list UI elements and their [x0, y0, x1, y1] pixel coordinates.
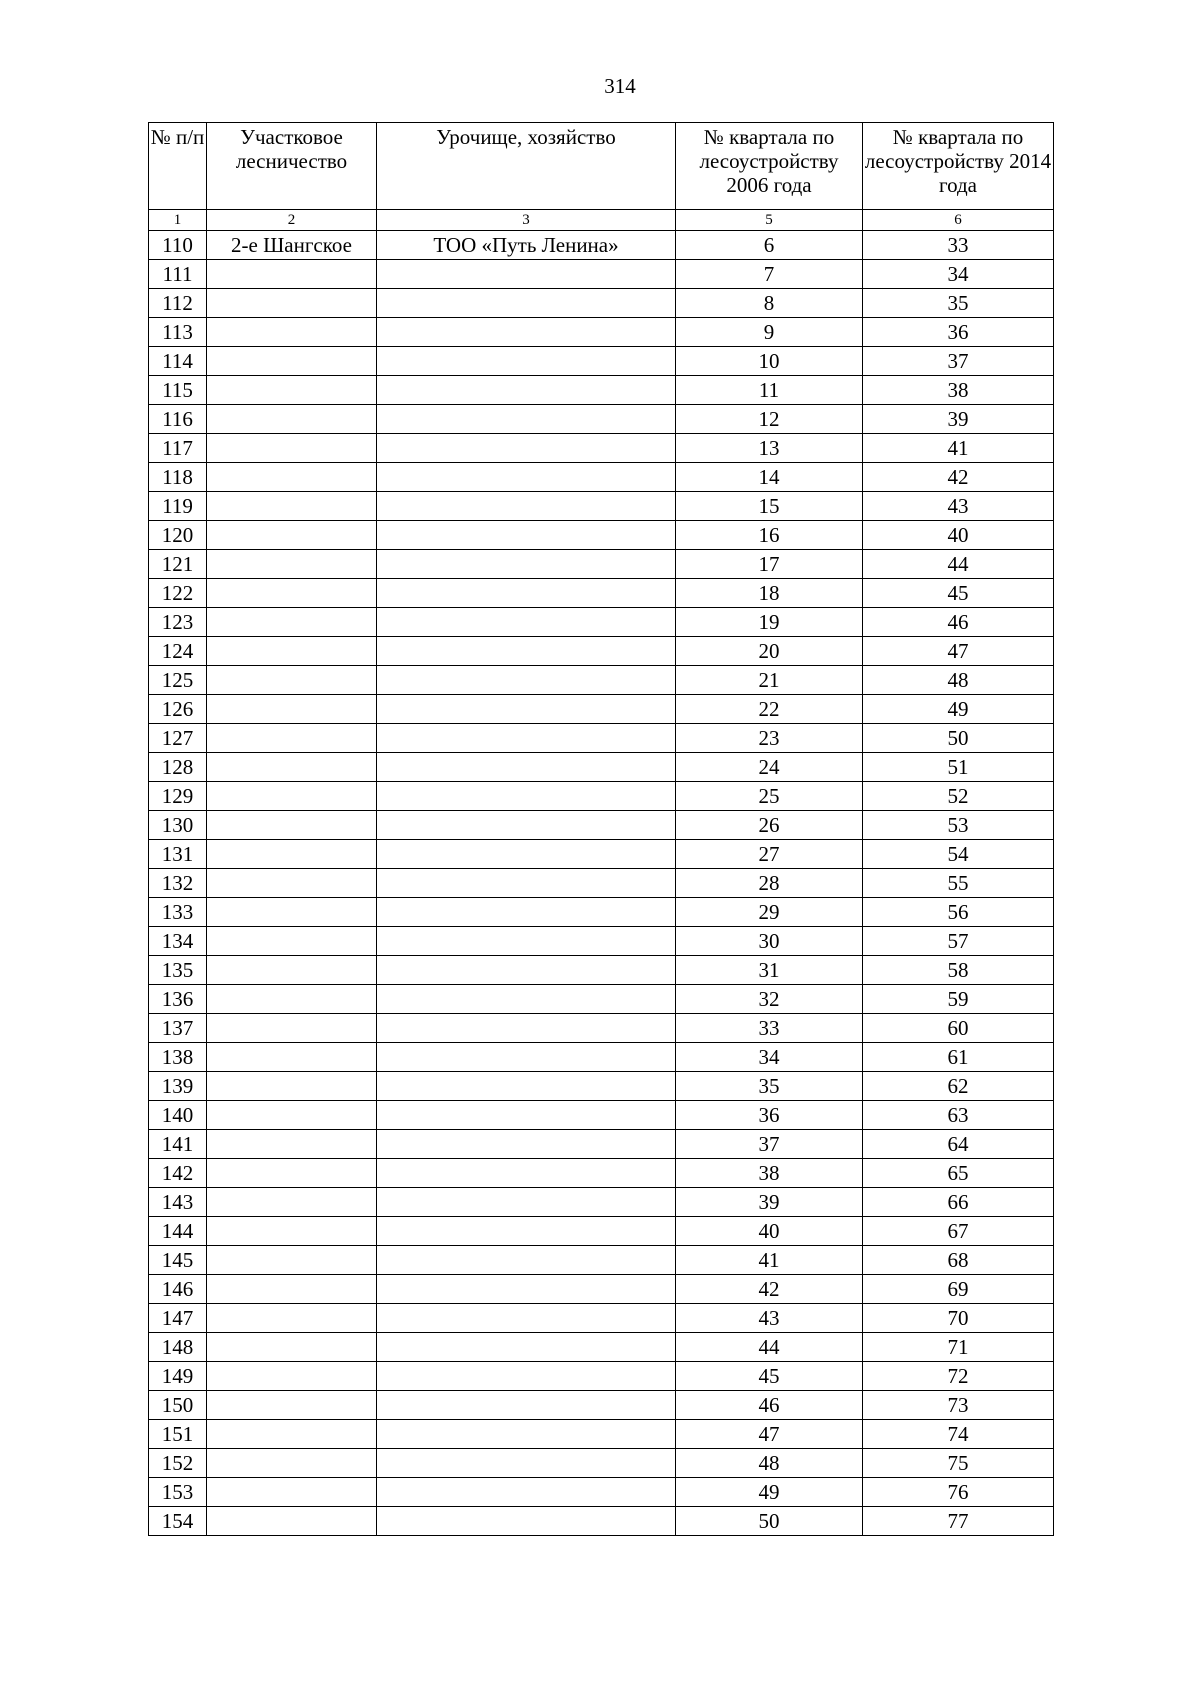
table-cell: 42 [863, 463, 1054, 492]
table-cell: 41 [863, 434, 1054, 463]
table-cell [207, 1159, 377, 1188]
table-cell: 26 [676, 811, 863, 840]
table-cell [377, 376, 676, 405]
table-row [149, 318, 1054, 347]
header-cell: № п/п [149, 123, 207, 210]
page-number: 314 [604, 74, 636, 98]
column-number-cell: 5 [676, 210, 863, 231]
table-cell [207, 985, 377, 1014]
table-cell: 34 [863, 260, 1054, 289]
table-cell: 16 [676, 521, 863, 550]
header-cell: № квартала по лесоустройству 2006 года [676, 123, 863, 210]
table-cell: 64 [863, 1130, 1054, 1159]
table-cell: 37 [863, 347, 1054, 376]
table-row [149, 724, 1054, 753]
table-cell [207, 376, 377, 405]
table-cell: 28 [676, 869, 863, 898]
table-cell [377, 260, 676, 289]
table-cell: 7 [676, 260, 863, 289]
table-cell: 139 [149, 1072, 207, 1101]
table-cell [377, 1217, 676, 1246]
table-cell [377, 724, 676, 753]
table-cell: 52 [863, 782, 1054, 811]
table-cell [377, 985, 676, 1014]
table-row [149, 666, 1054, 695]
column-number-cell: 2 [207, 210, 377, 231]
column-number-cell: 1 [149, 210, 207, 231]
table-cell: 45 [863, 579, 1054, 608]
table-cell [207, 1130, 377, 1159]
table-cell: 72 [863, 1362, 1054, 1391]
table-row [149, 811, 1054, 840]
table-cell [377, 1507, 676, 1536]
table-cell: 43 [676, 1304, 863, 1333]
table-cell [377, 637, 676, 666]
table-row [149, 898, 1054, 927]
header-cell: № квартала по лесоустройству 2014 года [863, 123, 1054, 210]
table-cell [207, 695, 377, 724]
table-row [149, 1072, 1054, 1101]
table-row [149, 1246, 1054, 1275]
table-row [149, 695, 1054, 724]
table-cell: 152 [149, 1449, 207, 1478]
table-row [149, 463, 1054, 492]
table-cell: 134 [149, 927, 207, 956]
table-cell [207, 1391, 377, 1420]
table-cell: 113 [149, 318, 207, 347]
table-cell [377, 753, 676, 782]
table-cell [207, 1217, 377, 1246]
table-cell [207, 869, 377, 898]
table-cell [207, 782, 377, 811]
table-cell: 73 [863, 1391, 1054, 1420]
table-row [149, 608, 1054, 637]
table-cell: 35 [676, 1072, 863, 1101]
table-cell: 34 [676, 1043, 863, 1072]
table-cell: 46 [676, 1391, 863, 1420]
table-cell: 37 [676, 1130, 863, 1159]
table-cell [207, 1043, 377, 1072]
table-cell: 57 [863, 927, 1054, 956]
table-cell: 11 [676, 376, 863, 405]
table-cell [207, 1478, 377, 1507]
header-cell: Урочище, хозяйство [377, 123, 676, 210]
table-cell: 118 [149, 463, 207, 492]
table-cell [377, 521, 676, 550]
table-cell: 128 [149, 753, 207, 782]
table-cell: 43 [863, 492, 1054, 521]
table-cell [377, 1043, 676, 1072]
table-cell: 132 [149, 869, 207, 898]
table-row [149, 289, 1054, 318]
table-cell: 21 [676, 666, 863, 695]
table-cell: 130 [149, 811, 207, 840]
table-cell: 145 [149, 1246, 207, 1275]
table-cell: 39 [863, 405, 1054, 434]
table-row [149, 869, 1054, 898]
table-cell [377, 1072, 676, 1101]
table-cell [377, 318, 676, 347]
table-cell: 31 [676, 956, 863, 985]
table-row [149, 1275, 1054, 1304]
table-cell [377, 1478, 676, 1507]
table-cell: 114 [149, 347, 207, 376]
table-cell [207, 434, 377, 463]
table-cell [207, 753, 377, 782]
table-cell: 44 [676, 1333, 863, 1362]
table-row [149, 405, 1054, 434]
table-cell: 71 [863, 1333, 1054, 1362]
table-cell: 20 [676, 637, 863, 666]
table-cell [207, 1014, 377, 1043]
table-cell: 36 [863, 318, 1054, 347]
header-cell: Участковое лесничество [207, 123, 377, 210]
table-cell [207, 521, 377, 550]
table-cell: 29 [676, 898, 863, 927]
table-cell: 127 [149, 724, 207, 753]
table-cell: 111 [149, 260, 207, 289]
table-cell [207, 898, 377, 927]
table-cell: 146 [149, 1275, 207, 1304]
table-row [149, 347, 1054, 376]
table-row [149, 492, 1054, 521]
table-cell: 49 [863, 695, 1054, 724]
table-cell: 74 [863, 1420, 1054, 1449]
table-cell [207, 1304, 377, 1333]
table-cell: 144 [149, 1217, 207, 1246]
table-cell [377, 666, 676, 695]
table-cell [377, 927, 676, 956]
table-cell: 54 [863, 840, 1054, 869]
table-cell [377, 347, 676, 376]
table-cell: 61 [863, 1043, 1054, 1072]
table-cell [207, 956, 377, 985]
table-cell: 53 [863, 811, 1054, 840]
table-cell [207, 724, 377, 753]
table-cell: 77 [863, 1507, 1054, 1536]
table-row [149, 550, 1054, 579]
table-cell [377, 434, 676, 463]
table-row [149, 753, 1054, 782]
table-cell [207, 550, 377, 579]
table-cell [377, 405, 676, 434]
table-cell: 46 [863, 608, 1054, 637]
table-row [149, 1159, 1054, 1188]
table-cell: 115 [149, 376, 207, 405]
table-cell [377, 289, 676, 318]
table-cell [207, 1072, 377, 1101]
table-cell: 148 [149, 1333, 207, 1362]
table-row [149, 782, 1054, 811]
table-cell: 45 [676, 1362, 863, 1391]
table-cell: 65 [863, 1159, 1054, 1188]
table-cell [207, 1420, 377, 1449]
table-cell [207, 1275, 377, 1304]
table-cell [207, 1101, 377, 1130]
table-cell [377, 1130, 676, 1159]
table-row [149, 1014, 1054, 1043]
table-cell: 32 [676, 985, 863, 1014]
table-cell: 110 [149, 231, 207, 260]
table-cell: 2-е Шангское [207, 231, 377, 260]
table-cell: 18 [676, 579, 863, 608]
table-cell: 40 [863, 521, 1054, 550]
table-cell: 136 [149, 985, 207, 1014]
table-cell: 17 [676, 550, 863, 579]
column-number-row [149, 210, 1054, 231]
table-cell: 124 [149, 637, 207, 666]
table-cell: 15 [676, 492, 863, 521]
table-cell: 38 [863, 376, 1054, 405]
table-cell: 36 [676, 1101, 863, 1130]
table-cell [377, 898, 676, 927]
forest-quarters-table [148, 122, 1054, 1536]
table-cell: 55 [863, 869, 1054, 898]
table-cell [377, 1159, 676, 1188]
table-cell: 153 [149, 1478, 207, 1507]
table-cell [377, 1420, 676, 1449]
table-cell: 63 [863, 1101, 1054, 1130]
table-cell: 25 [676, 782, 863, 811]
table-cell: 75 [863, 1449, 1054, 1478]
table-cell: 117 [149, 434, 207, 463]
column-number-cell: 3 [377, 210, 676, 231]
table-row [149, 376, 1054, 405]
table-row [149, 1188, 1054, 1217]
table-cell: ТОО «Путь Ленина» [377, 231, 676, 260]
table-cell: 70 [863, 1304, 1054, 1333]
table-cell [377, 1362, 676, 1391]
table-row [149, 1333, 1054, 1362]
table-row [149, 1478, 1054, 1507]
table-cell: 60 [863, 1014, 1054, 1043]
table-cell [207, 1362, 377, 1391]
table-cell [207, 1246, 377, 1275]
table-cell: 135 [149, 956, 207, 985]
table-cell: 38 [676, 1159, 863, 1188]
table-cell [207, 608, 377, 637]
table-cell: 39 [676, 1188, 863, 1217]
table-cell [377, 608, 676, 637]
table-row [149, 231, 1054, 260]
table-cell: 122 [149, 579, 207, 608]
table-cell [207, 1188, 377, 1217]
table-cell: 147 [149, 1304, 207, 1333]
table-row [149, 1391, 1054, 1420]
table-cell [377, 1391, 676, 1420]
table-cell: 58 [863, 956, 1054, 985]
table-cell: 50 [863, 724, 1054, 753]
table-cell [207, 405, 377, 434]
table-cell: 142 [149, 1159, 207, 1188]
table-row [149, 1304, 1054, 1333]
table-row [149, 956, 1054, 985]
table-cell: 131 [149, 840, 207, 869]
table-row [149, 1449, 1054, 1478]
table-cell: 13 [676, 434, 863, 463]
table-cell: 141 [149, 1130, 207, 1159]
table-cell [377, 956, 676, 985]
table-cell: 138 [149, 1043, 207, 1072]
table-cell: 33 [676, 1014, 863, 1043]
table-cell [377, 1304, 676, 1333]
table-cell: 30 [676, 927, 863, 956]
table-cell: 112 [149, 289, 207, 318]
table-cell: 6 [676, 231, 863, 260]
table-cell: 125 [149, 666, 207, 695]
table-cell: 14 [676, 463, 863, 492]
table-row [149, 985, 1054, 1014]
table-row [149, 1507, 1054, 1536]
header-row [149, 123, 1054, 210]
table-cell: 116 [149, 405, 207, 434]
table-row [149, 579, 1054, 608]
table-cell [377, 811, 676, 840]
table-cell: 48 [863, 666, 1054, 695]
table-cell: 149 [149, 1362, 207, 1391]
table-cell [207, 260, 377, 289]
table-row [149, 521, 1054, 550]
table-cell [377, 579, 676, 608]
table-cell: 121 [149, 550, 207, 579]
table-cell: 76 [863, 1478, 1054, 1507]
table-cell [207, 318, 377, 347]
table-cell [377, 695, 676, 724]
table-cell [377, 1014, 676, 1043]
table-cell: 69 [863, 1275, 1054, 1304]
table-cell [207, 927, 377, 956]
table-cell: 47 [676, 1420, 863, 1449]
table-cell: 35 [863, 289, 1054, 318]
table-cell: 62 [863, 1072, 1054, 1101]
table-cell [207, 492, 377, 521]
table-row [149, 637, 1054, 666]
table-cell [377, 1275, 676, 1304]
table-cell [377, 1333, 676, 1362]
table-cell: 67 [863, 1217, 1054, 1246]
table-cell: 47 [863, 637, 1054, 666]
table-cell: 33 [863, 231, 1054, 260]
table-cell [207, 811, 377, 840]
table-cell: 51 [863, 753, 1054, 782]
table-cell: 19 [676, 608, 863, 637]
table-cell [207, 463, 377, 492]
table-cell: 66 [863, 1188, 1054, 1217]
table-cell: 24 [676, 753, 863, 782]
table-cell: 40 [676, 1217, 863, 1246]
table-cell: 22 [676, 695, 863, 724]
table-row [149, 1101, 1054, 1130]
table-cell [207, 347, 377, 376]
table-cell: 129 [149, 782, 207, 811]
table-cell: 133 [149, 898, 207, 927]
table-cell: 42 [676, 1275, 863, 1304]
table-row [149, 1130, 1054, 1159]
table-cell [377, 1188, 676, 1217]
table-cell: 12 [676, 405, 863, 434]
table-row [149, 927, 1054, 956]
table-cell: 119 [149, 492, 207, 521]
column-number-cell: 6 [863, 210, 1054, 231]
table-cell [377, 1246, 676, 1275]
table-cell [377, 463, 676, 492]
table-cell [377, 1101, 676, 1130]
table-cell [377, 550, 676, 579]
table-cell [377, 492, 676, 521]
table-cell: 48 [676, 1449, 863, 1478]
table-cell: 123 [149, 608, 207, 637]
table-row [149, 1043, 1054, 1072]
table-cell: 9 [676, 318, 863, 347]
table-cell [377, 869, 676, 898]
table-cell [377, 782, 676, 811]
table-cell [377, 840, 676, 869]
table-cell [207, 666, 377, 695]
table-row [149, 1420, 1054, 1449]
table-row [149, 260, 1054, 289]
table-cell: 120 [149, 521, 207, 550]
table-cell [207, 1449, 377, 1478]
table-cell: 56 [863, 898, 1054, 927]
table-cell: 68 [863, 1246, 1054, 1275]
table-cell: 44 [863, 550, 1054, 579]
table-cell [207, 579, 377, 608]
table-cell: 23 [676, 724, 863, 753]
table-cell [207, 289, 377, 318]
table-cell: 8 [676, 289, 863, 318]
table-row [149, 840, 1054, 869]
table-row [149, 1217, 1054, 1246]
table-row [149, 434, 1054, 463]
table-cell: 49 [676, 1478, 863, 1507]
table-cell [207, 840, 377, 869]
table-cell: 140 [149, 1101, 207, 1130]
table-cell: 50 [676, 1507, 863, 1536]
table-cell: 10 [676, 347, 863, 376]
table-row [149, 1362, 1054, 1391]
table-cell: 27 [676, 840, 863, 869]
table-body [149, 231, 1054, 1536]
table-cell [207, 637, 377, 666]
table-cell: 143 [149, 1188, 207, 1217]
table-cell: 154 [149, 1507, 207, 1536]
table-cell [207, 1507, 377, 1536]
table-cell: 137 [149, 1014, 207, 1043]
table-cell: 150 [149, 1391, 207, 1420]
table-cell [207, 1333, 377, 1362]
table-cell: 151 [149, 1420, 207, 1449]
table-cell [377, 1449, 676, 1478]
table-cell: 41 [676, 1246, 863, 1275]
table-cell: 59 [863, 985, 1054, 1014]
table-cell: 126 [149, 695, 207, 724]
